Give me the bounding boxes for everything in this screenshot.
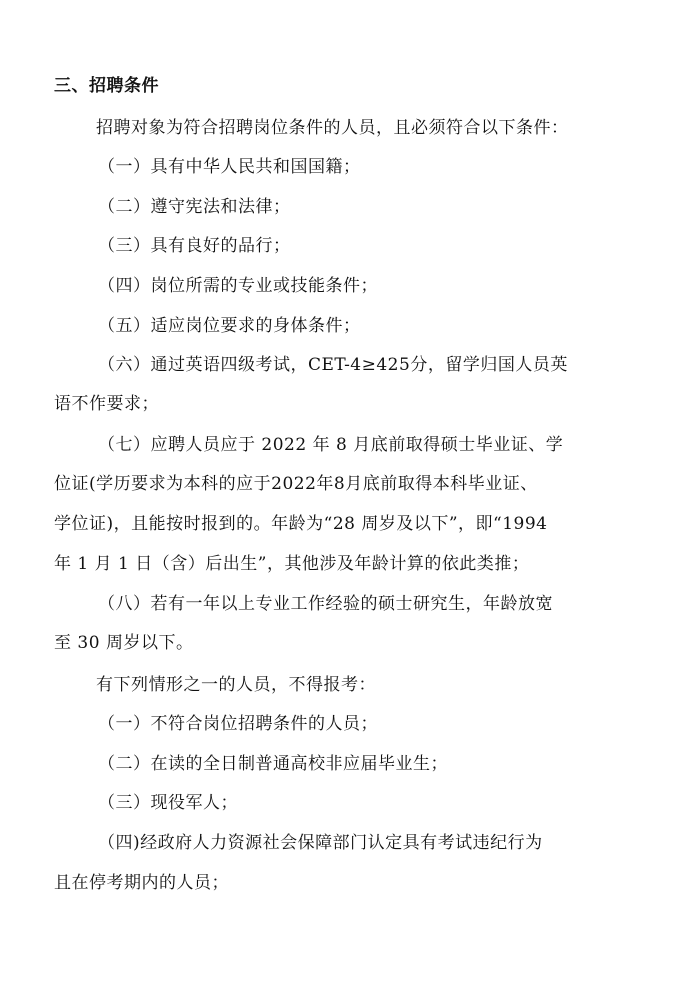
exclusion-item: （三）现役军人； (98, 793, 238, 813)
condition-item: （五）适应岗位要求的身体条件； (98, 316, 361, 336)
condition-item-continuation: 至 30 周岁以下。 (54, 633, 194, 653)
condition-item: （一）具有中华人民共和国国籍； (98, 157, 361, 177)
condition-item-continuation: 位证(学历要求为本科的应于2022年8月底前取得本科毕业证、 (54, 474, 538, 494)
condition-item-continuation: 年 1 月 1 日（含）后出生”，其他涉及年龄计算的依此类推； (54, 554, 530, 574)
exclusion-intro: 有下列情形之一的人员，不得报考： (96, 675, 376, 695)
condition-item: （三）具有良好的品行； (98, 236, 291, 256)
condition-item-continuation: 学位证)，且能按时报到的。年龄为“28 周岁及以下”，即“1994 (54, 514, 548, 534)
exclusion-item: （四)经政府人力资源社会保障部门认定具有考试违纪行为 (98, 833, 543, 853)
condition-item: （七）应聘人员应于 2022 年 8 月底前取得硕士毕业证、学 (98, 435, 564, 455)
condition-item: （八）若有一年以上专业工作经验的硕士研究生，年龄放宽 (98, 594, 553, 614)
condition-item: （四）岗位所需的专业或技能条件； (98, 276, 378, 296)
condition-item-continuation: 语不作要求； (54, 394, 159, 414)
exclusion-item: （一）不符合岗位招聘条件的人员； (98, 714, 378, 734)
condition-item: （二）遵守宪法和法律； (98, 197, 291, 217)
intro-paragraph: 招聘对象为符合招聘岗位条件的人员，且必须符合以下条件： (96, 118, 569, 138)
exclusion-item-continuation: 且在停考期内的人员； (54, 873, 229, 893)
condition-item: （六）通过英语四级考试，CET-4≥425分，留学归国人员英 (98, 355, 568, 375)
exclusion-item: （二）在读的全日制普通高校非应届毕业生； (98, 754, 448, 774)
section-heading: 三、招聘条件 (54, 76, 159, 96)
